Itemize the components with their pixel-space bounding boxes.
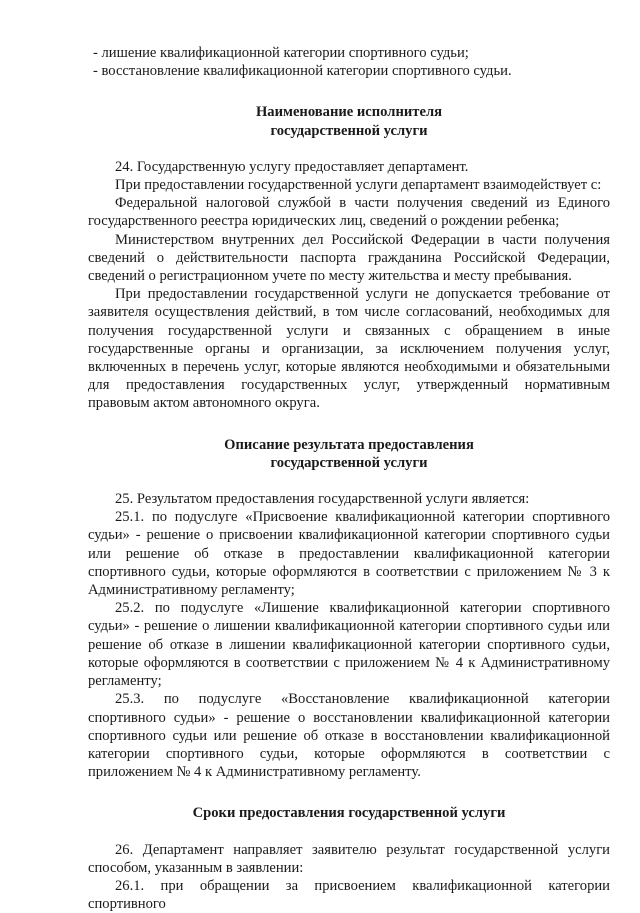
section-spacer (88, 781, 610, 804)
paragraph: При предоставлении государственной услуги не допускается требование от заявителя осуществления действий, в том числе согласований, необходимых для получения государственной услуги и связанных с обращением в иные государственные органы и организации, за исключением получения услуг, включенных в перечень услуг, которые являются необходимыми и обязательными для предоставления государственных услуг, утвержденный нормативным правовым актом автономного округа. (88, 286, 610, 412)
document-body (88, 44, 610, 913)
section-heading: Сроки предоставления государственной услуги (192, 805, 506, 822)
paragraph: 25.3. по подуслуге «Восстановление квалификационной категории спортивного судьи» - решение о восстановлении квалификационной категории спортивного судьи или решение об отказе в восстановлении квалификационной категории спортивного судьи, которые оформляются в соответствии с приложением № 4 к Административному регламенту. (88, 691, 610, 781)
paragraph: При предоставлении государственной услуги департамент взаимодействует с: (115, 177, 602, 194)
section-heading: Наименование исполнителя (255, 104, 443, 121)
paragraph: 25.2. по подуслуге «Лишение квалификационной категории спортивного судьи» - решение о лишении квалификационной категории спортивного судьи или решение об отказе в лишении квалификационной категории спортивного судьи, которые оформляются в соответствии с приложением № 4 к Административному регламенту; (88, 600, 610, 690)
section-heading: Описание результата предоставления (224, 436, 474, 453)
list-item: - восстановление квалификационной категории спортивного судьи. (93, 63, 512, 80)
paragraph: 26.1. при обращении за присвоением квалификационной категории спортивного (88, 877, 610, 913)
section-spacer (88, 140, 610, 158)
section-spacer (88, 80, 610, 103)
paragraph: Министерством внутренних дел Российской Федерации в части получения сведений о действительности паспорта гражданина Российской Федерации, сведений о регистрационном учете по месту жительства и месту пребывания. (88, 231, 610, 285)
paragraph: 25. Результатом предоставления государственной услуги является: (115, 491, 530, 508)
paragraph: 24. Государственную услугу предоставляет департамент. (115, 158, 469, 175)
section-heading: государственной услуги (270, 122, 428, 139)
paragraph: Федеральной налоговой службой в части получения сведений из Единого государственного реестра юридических лиц, сведений о рождении ребенка; (88, 195, 610, 230)
section-spacer (88, 823, 610, 841)
paragraph: 26. Департамент направляет заявителю результат государственной услуги способом, указанным в заявлении: (88, 841, 610, 876)
list-item: - лишение квалификационной категории спортивного судьи; (93, 45, 469, 61)
paragraph: 25.1. по подуслуге «Присвоение квалификационной категории спортивного судьи» - решение о присвоении квалификационной категории спортивного судьи или решение об отказе в предоставлении квалификационной категории спортивного судьи, которые оформляются в соответствии с приложением № 3 к Административному регламенту; (88, 509, 610, 599)
section-spacer (88, 472, 610, 490)
section-spacer (88, 413, 610, 436)
section-heading: государственной услуги (270, 454, 428, 471)
